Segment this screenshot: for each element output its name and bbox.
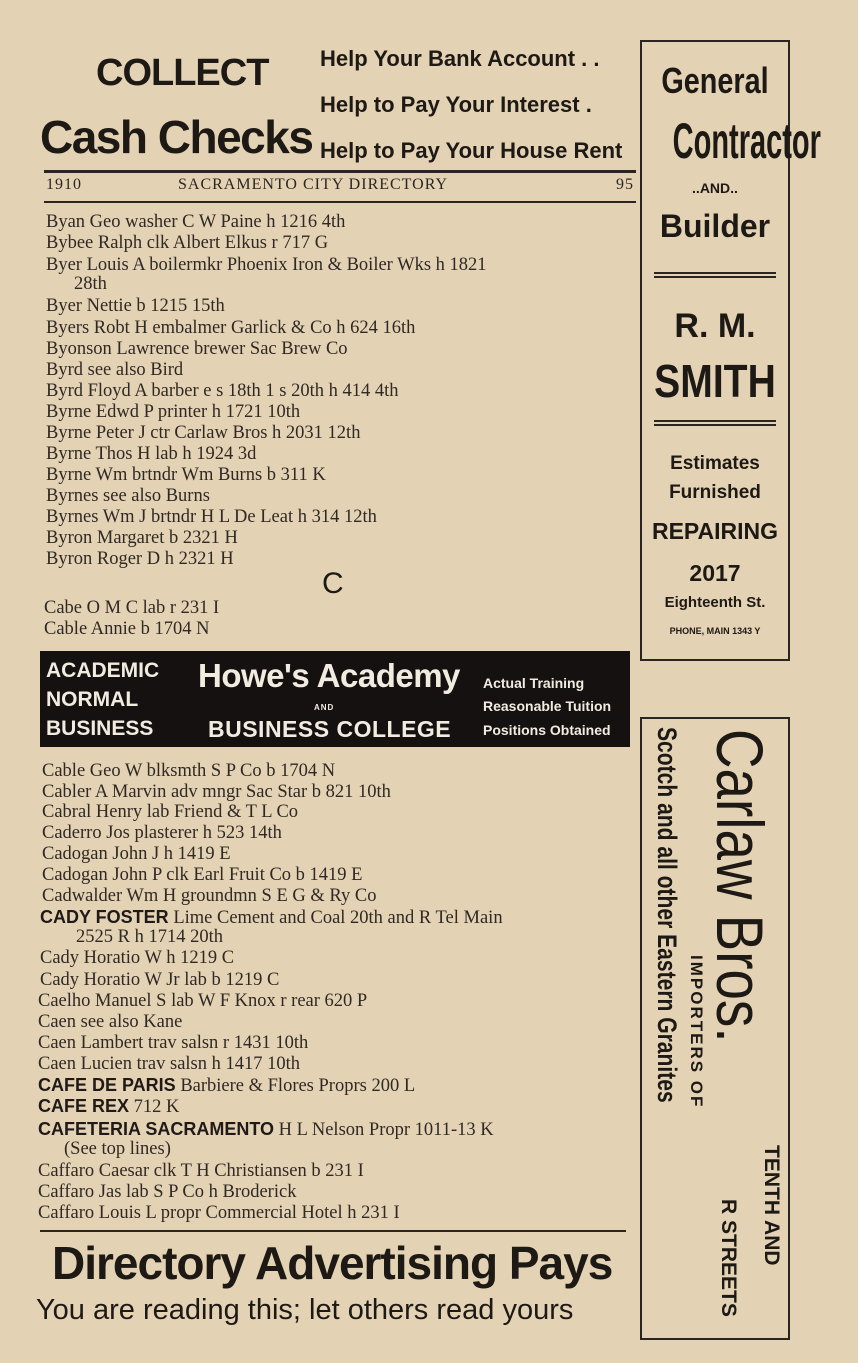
contractor-side-ad — [640, 40, 821, 661]
header-rule-top — [44, 170, 636, 173]
directory-entry: Byrne Thos H lab h 1924 3d — [46, 444, 257, 464]
directory-entry: Cadogan John J h 1419 E — [42, 844, 231, 864]
side-ad-name-initials: R. M. — [674, 307, 756, 345]
side-ad-phone: PHONE, MAIN 1343 Y — [669, 626, 761, 636]
directory-entry: Byan Geo washer C W Paine h 1216 4th — [46, 212, 346, 232]
carlaw-bros-ad — [640, 717, 790, 1340]
directory-entry: Caen Lucien trav salsn h 1417 10th — [38, 1054, 301, 1074]
entry-detail: H L Nelson Propr 1011-13 K — [274, 1120, 494, 1140]
side-ad-name-surname: SMITH — [654, 355, 776, 407]
side-ad-street: Eighteenth St. — [664, 594, 766, 611]
section-letter: C — [322, 567, 344, 600]
directory-entry-continuation: 28th — [74, 274, 107, 294]
directory-entry — [38, 1075, 415, 1096]
directory-entry-continuation: 2525 R h 1714 20th — [76, 927, 223, 947]
entry-detail: Lime Cement and Coal 20th and R Tel Main — [168, 908, 503, 928]
carlaw-street-line-1: TENTH AND — [760, 1145, 783, 1266]
directory-entry: Bybee Ralph clk Albert Elkus r 717 G — [46, 233, 329, 253]
directory-entry: Byron Roger D h 2321 H — [46, 549, 234, 569]
howe-left-line-2: NORMAL — [46, 688, 139, 711]
directory-entry: Cable Annie b 1704 N — [44, 619, 210, 639]
page-header — [44, 176, 636, 198]
side-ad-builder: Builder — [659, 208, 771, 244]
directory-entry: Byrd see also Bird — [46, 360, 184, 380]
help-line-1: Help Your Bank Account . . — [320, 46, 600, 71]
directory-entry: Caffaro Jas lab S P Co h Broderick — [38, 1182, 297, 1202]
bottom-advertisement — [30, 1236, 630, 1346]
directory-entry: Cabe O M C lab r 231 I — [44, 598, 220, 618]
header-page-number: 95 — [616, 176, 634, 193]
bottom-ad-rule — [40, 1230, 626, 1232]
directory-entry: Caffaro Caesar clk T H Christiansen b 231 I — [38, 1161, 364, 1181]
entry-detail: Barbiere & Flores Proprs 200 L — [175, 1076, 416, 1096]
directory-entry: Cabler A Marvin adv mngr Sac Star b 821 10th — [42, 782, 391, 802]
help-line-2: Help to Pay Your Interest . — [320, 92, 592, 117]
side-ad-and: ..AND.. — [692, 180, 738, 196]
directory-entry: Cabral Henry lab Friend & T L Co — [42, 802, 299, 822]
directory-entry: Byer Louis A boilermkr Phoenix Iron & Boiler Wks h 1821 — [46, 255, 487, 275]
side-ad-double-rule — [654, 272, 776, 278]
directory-entry: Byrnes Wm J brtndr H L De Leat h 314 12th — [46, 507, 377, 527]
directory-entry: Cady Horatio W Jr lab b 1219 C — [40, 970, 280, 990]
directory-entry: Byron Margaret b 2321 H — [46, 528, 238, 548]
directory-entry: Byrne Wm brtndr Wm Burns b 311 K — [46, 465, 326, 485]
entry-name-bold: CAFE REX — [38, 1096, 130, 1116]
entry-name-bold: CADY FOSTER — [40, 907, 169, 927]
directory-entry: Caelho Manuel S lab W F Knox r rear 620 P — [38, 991, 368, 1011]
help-line-3: Help to Pay Your House Rent — [320, 138, 623, 163]
top-advertisement — [40, 38, 640, 168]
directory-entry: Byrne Edwd P printer h 1721 10th — [46, 402, 301, 422]
directory-entry — [38, 1119, 494, 1140]
directory-entry: Byrne Peter J ctr Carlaw Bros h 2031 12th — [46, 423, 361, 443]
directory-entry: Caen see also Kane — [38, 1012, 183, 1032]
header-title: SACRAMENTO CITY DIRECTORY — [178, 176, 449, 193]
directory-entry: Cable Geo W blksmth S P Co b 1704 N — [42, 761, 336, 781]
side-ad-furnished: Furnished — [669, 482, 761, 503]
directory-entry: Caderro Jos plasterer h 523 14th — [42, 823, 282, 843]
howes-academy-ad — [40, 651, 630, 747]
carlaw-importers: IMPORTERS OF — [687, 955, 706, 1109]
side-ad-contractor: Contractor — [672, 113, 821, 169]
carlaw-granites: Scotch and all other Eastern Granites — [652, 727, 682, 1103]
howe-right-line-1: Actual Training — [483, 675, 585, 691]
directory-entry: Byers Robt H embalmer Garlick & Co h 624 16th — [46, 318, 416, 338]
bottom-ad-headline: Directory Advertising Pays — [52, 1237, 613, 1289]
carlaw-street-line-2: R STREETS — [717, 1199, 740, 1317]
entry-name-bold: CAFETERIA SACRAMENTO — [38, 1119, 275, 1139]
howe-right-line-2: Reasonable Tuition — [483, 698, 612, 714]
howe-left-line-3: BUSINESS — [46, 717, 154, 740]
directory-entry: Cadwalder Wm H groundmn S E G & Ry Co — [42, 886, 377, 906]
header-rule-bottom — [44, 201, 636, 203]
entry-detail: 712 K — [129, 1097, 180, 1117]
entry-name-bold: CAFE DE PARIS — [38, 1075, 176, 1095]
directory-entry — [38, 1096, 179, 1117]
cash-checks-heading: Cash Checks — [40, 111, 313, 163]
bottom-ad-tagline: You are reading this; let others read yours — [36, 1294, 574, 1326]
directory-entry: Byonson Lawrence brewer Sac Brew Co — [46, 339, 348, 359]
directory-entry-continuation: (See top lines) — [64, 1139, 171, 1159]
directory-entry: Caffaro Louis L propr Commercial Hotel h 231 I — [38, 1203, 400, 1223]
side-ad-estimates: Estimates — [670, 453, 760, 474]
side-ad-double-rule — [654, 420, 776, 426]
howe-and: AND — [314, 703, 335, 712]
header-year: 1910 — [46, 176, 82, 193]
directory-entry: Caen Lambert trav salsn r 1431 10th — [38, 1033, 309, 1053]
howe-title: Howe's Academy — [198, 657, 460, 694]
directory-entry: Byer Nettie b 1215 15th — [46, 296, 225, 316]
side-ad-repairing: REPAIRING — [651, 518, 779, 544]
carlaw-name: Carlaw Bros. — [703, 729, 777, 1043]
directory-entry — [40, 907, 503, 928]
directory-entry: Byrd Floyd A barber e s 18th 1 s 20th h 414 4th — [46, 381, 399, 401]
howe-right-line-3: Positions Obtained — [483, 722, 611, 738]
side-ad-general: General — [661, 60, 769, 101]
collect-heading: COLLECT — [96, 52, 269, 94]
directory-entry: Cady Horatio W h 1219 C — [40, 948, 235, 968]
side-ad-street-number: 2017 — [689, 560, 741, 586]
howe-left-line-1: ACADEMIC — [46, 659, 160, 682]
directory-entry: Byrnes see also Burns — [46, 486, 210, 506]
directory-entry: Cadogan John P clk Earl Fruit Co b 1419 E — [42, 865, 363, 885]
howe-subtitle: BUSINESS COLLEGE — [208, 716, 452, 742]
